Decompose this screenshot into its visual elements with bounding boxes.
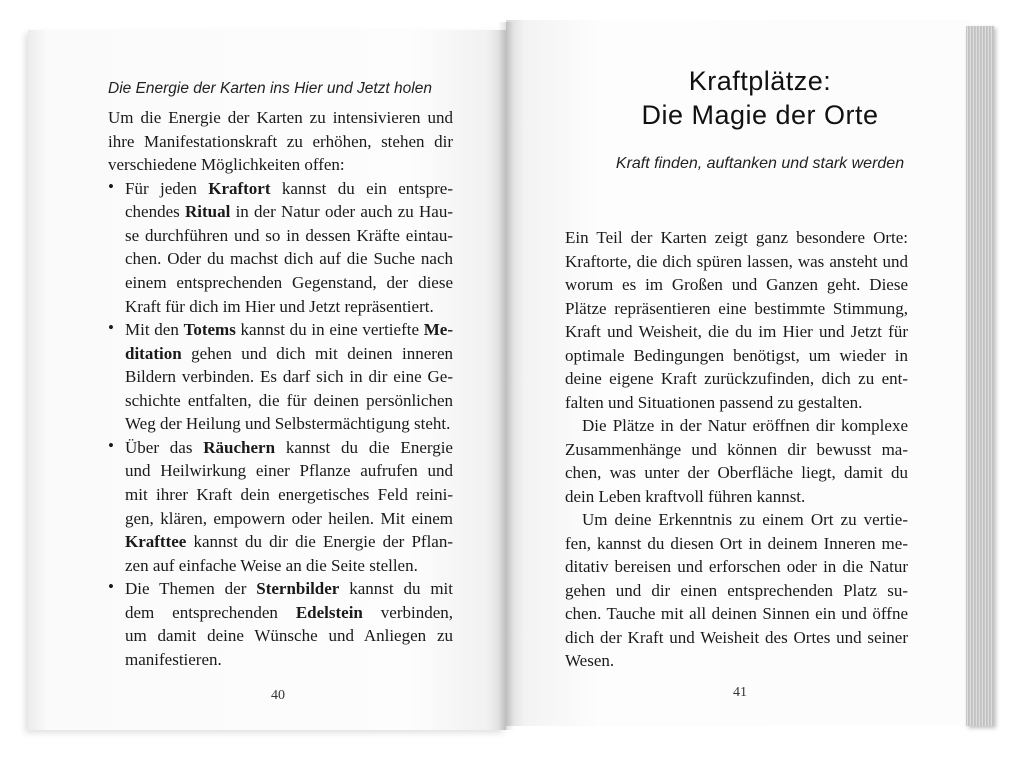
text-line — [125, 460, 453, 482]
text-run: Plätze repräsentieren eine bestimmte Stimmung, — [565, 298, 908, 318]
text-line — [565, 274, 908, 296]
bold-term: Kraftort — [208, 178, 271, 198]
text-line — [125, 508, 453, 530]
text-line — [565, 462, 908, 484]
bold-term: Edelstein — [295, 602, 363, 622]
text-run: dich der Kraft und Weisheit des Ortes und seiner — [565, 627, 908, 647]
text-line — [125, 578, 453, 600]
bold-term: Ritual — [185, 202, 231, 222]
text-run: optimale Bedingungen benötigst, um wieder in — [565, 345, 908, 365]
text-line — [125, 225, 453, 247]
text-run: Wesen. — [565, 651, 615, 670]
chapter-subtitle: Kraft finden, auftanken und stark werden — [615, 155, 905, 172]
text-run: verschiedene Möglichkeiten offen: — [108, 155, 345, 175]
text-run: chen. Tauche mit all deinen Sinnen ein und öffne — [565, 604, 908, 623]
text-run: Mit den — [125, 320, 184, 340]
text-run: worum es im Großen und Ganzen geht. Diese — [565, 275, 908, 294]
text-line — [125, 201, 453, 223]
text-run: dem entsprechenden — [125, 602, 296, 622]
bold-term: Totems — [183, 320, 236, 340]
book-spine — [498, 22, 514, 730]
text-line — [125, 343, 453, 365]
text-run: se durchführen und so in dessen Kräfte eintau- — [125, 225, 453, 245]
bullet-icon: • — [108, 176, 114, 196]
text-line — [565, 251, 908, 273]
text-run: verbinden, — [362, 602, 454, 622]
text-run: Ein Teil der Karten zeigt ganz besondere Orte: — [565, 228, 908, 247]
text-line — [565, 556, 908, 578]
text-line — [565, 368, 908, 390]
text-run: Kraft für dich im Hier und Jetzt repräsentiert. — [125, 296, 434, 316]
text-run: Bildern verbinden. Es darf sich in dir eine Ge- — [125, 367, 453, 387]
text-line — [565, 439, 908, 461]
text-line — [565, 603, 908, 625]
text-run: Um die Energie der Karten zu intensivieren und — [108, 108, 453, 127]
text-run: fen, kannst du diesen Ort in deinem Inneren me- — [565, 533, 908, 553]
text-line — [582, 415, 908, 437]
text-run: gehen und dir einen entsprechenden Platz su- — [565, 580, 908, 600]
text-line — [565, 533, 908, 555]
text-run: kannst du ein entspre- — [270, 178, 453, 198]
text-run: Für jeden — [125, 178, 209, 198]
text-line — [565, 392, 908, 414]
text-line — [125, 602, 453, 624]
bold-term: Krafttee — [125, 532, 187, 552]
text-run: kannst du die Energie — [275, 437, 453, 457]
text-line — [125, 178, 453, 200]
text-line — [565, 321, 908, 343]
bullet-icon: • — [108, 318, 114, 338]
bold-term: Räuchern — [203, 437, 276, 457]
text-run: Um deine Erkenntnis zu einem Ort zu vertie- — [582, 510, 908, 529]
text-run: und Heilwirkung einer Pflanze aufrufen und — [125, 461, 453, 481]
text-line — [125, 484, 453, 506]
text-run: zen auf einfache Weise an die Seite stellen. — [125, 555, 418, 575]
text-run: chen, was unter der Oberfläche liegt, damit du — [565, 463, 908, 482]
page-number-left: 40 — [271, 688, 285, 703]
text-run: ihre Manifestationskraft zu erhöhen, stehen dir — [108, 131, 453, 151]
text-line — [565, 486, 908, 508]
text-run: in der Natur oder auch zu Hau- — [230, 202, 453, 222]
text-line — [125, 625, 453, 647]
text-run: kannst du mit — [339, 579, 453, 599]
text-line — [108, 131, 453, 153]
text-line — [125, 649, 453, 671]
text-run: falten und Situationen passend zu gestalten. — [565, 392, 863, 412]
text-run: gen, klären, empowern oder heilen. Mit einem — [125, 508, 453, 528]
text-line — [125, 296, 453, 318]
text-run: Weg der Heilung und Selbstermächtigung steht. — [125, 414, 451, 434]
text-run: manifestieren. — [125, 649, 222, 669]
text-line — [565, 227, 908, 249]
bold-term: ditation — [125, 343, 182, 363]
text-run: deine eigene Kraft zurückzufinden, dich zu ent- — [565, 369, 908, 388]
text-line — [125, 390, 453, 412]
text-run: einem entsprechenden Gegenstand, der diese — [125, 273, 453, 292]
text-line — [125, 366, 453, 388]
text-run: Zusammenhänge und können dir bewusst ma- — [565, 439, 908, 459]
text-line — [108, 154, 453, 176]
text-run: chendes — [125, 202, 185, 222]
text-run: gehen und dich mit deinen inneren — [181, 343, 453, 363]
text-line — [565, 627, 908, 649]
chapter-title-line2: Die Magie der Orte — [641, 100, 879, 130]
text-run: Kraft und Weisheit, die du im Hier und Jetzt für — [565, 322, 908, 341]
text-run: kannst du in eine vertiefte — [235, 320, 424, 340]
text-run: dein Leben kraftvoll führen kannst. — [565, 486, 806, 506]
text-line — [125, 319, 453, 341]
text-run: schichte entfalten, die für deinen persönlichen — [125, 390, 453, 410]
text-run: chen. Oder du machst dich auf die Suche nach — [125, 249, 453, 269]
text-line — [125, 531, 453, 553]
text-line — [108, 107, 453, 129]
text-run: Die Themen der — [125, 579, 257, 599]
text-run: um damit deine Wünsche und Anliegen zu — [125, 626, 453, 646]
bullet-icon: • — [108, 577, 114, 597]
text-line — [565, 580, 908, 602]
text-line — [125, 437, 453, 459]
text-run: Über das — [125, 437, 204, 457]
text-line — [125, 413, 453, 435]
text-line — [565, 298, 908, 320]
text-run: mit ihrer Kraft dein energetisches Feld reini- — [125, 484, 453, 504]
text-line — [565, 650, 908, 672]
bold-term: Me- — [423, 320, 453, 340]
text-line — [565, 345, 908, 367]
text-line — [125, 555, 453, 577]
text-run: ditativ bereisen und erforschen oder in die Natur — [565, 557, 908, 576]
bold-term: Sternbilder — [256, 579, 340, 599]
text-run: Kraftorte, die dich spüren lassen, was ansteht und — [565, 251, 908, 271]
text-line — [125, 248, 453, 270]
text-run: Die Plätze in der Natur eröffnen dir komplexe — [582, 416, 908, 435]
text-run: kannst du dir die Energie der Pflan- — [186, 532, 453, 552]
text-line — [125, 272, 453, 294]
bullet-icon: • — [108, 435, 114, 455]
text-line — [582, 509, 908, 531]
page-edges — [966, 26, 994, 726]
page-number-right: 41 — [733, 685, 747, 700]
section-heading: Die Energie der Karten ins Hier und Jetzt holen — [108, 80, 432, 97]
chapter-title-line1: Kraftplätze: — [688, 66, 832, 96]
